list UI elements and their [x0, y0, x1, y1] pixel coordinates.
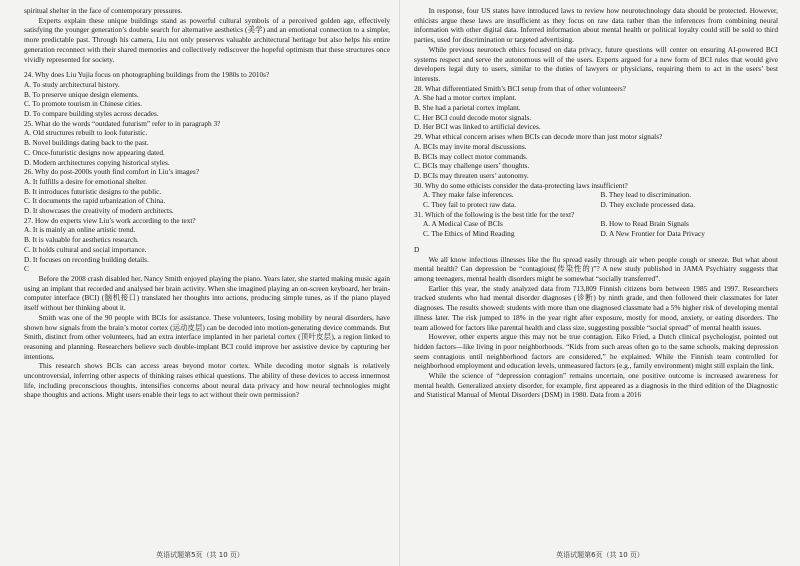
question-25 — [24, 119, 390, 168]
option: A. It is mainly an online artistic trend. — [24, 225, 136, 235]
option: B. Novel buildings dating back to the past. — [24, 138, 149, 148]
option: D. They exclude processed data. — [600, 200, 696, 210]
question-26 — [24, 167, 390, 216]
option: A. It fulfills a desire for emotional shelter. — [24, 176, 147, 186]
option: C. It documents the rapid urbanization of China. — [24, 196, 166, 206]
option: B. She had a parietal cortex implant. — [414, 103, 521, 113]
passage-d-paragraph: Earlier this year, the study analyzed data from 713,809 Finnish citizens born between 1985 and 1997. Researchers tracked students who had mental disorder diagnoses (诊断) by ninth grade, and then followed their classmates for later diagnoses. The results showed: students with more than one diagnosed classmate had a 5% higher risk of developing mental illness later. The risk jumped to 18% in the year right after exposure, mostly for mood, anxiety, or eating disorders. The team allowed for factors like parental health and class size, suggesting possible “social spread” of mental health issues. — [414, 283, 778, 332]
section-heading-d: D — [414, 244, 420, 254]
option: D. To compare building styles across decades. — [24, 109, 159, 119]
option: A. To study architectural history. — [24, 79, 120, 89]
option: B. It introduces futuristic designs to the public. — [24, 186, 162, 196]
section-heading-c: C — [24, 264, 29, 274]
option: B. To preserve unique design elements. — [24, 89, 139, 99]
question-stem: 31. Which of the following is the best title for the text? — [414, 209, 575, 219]
option: A. BCIs may invite moral discussions. — [414, 141, 527, 151]
passage-c-paragraph: This research shows BCIs can access areas beyond motor cortex. While decoding motor signals is relatively uncontroversial, inferring other aspects of thinking raises ethical questions. The ability of these devices to access innermost life, including preconscious thoughts, intensifies concerns about neural data privacy and how neural technologies might shape thoughts and actions. Might users enable their legs to act without their own permission? — [24, 361, 390, 400]
option: C. Her BCI could decode motor signals. — [414, 112, 532, 122]
option: D. It focuses on recording building details. — [24, 254, 149, 264]
option: C. It holds cultural and social importance. — [24, 244, 147, 254]
question-stem: 26. Why do post-2000s youth find comfort in Liu’s images? — [24, 167, 199, 177]
passage-d-paragraph: We all know infectious illnesses like the flu spread easily through air when people cough or sneeze. But what about mental health? Can depression be “contagious(传染性的)”? A new study published in JAMA Psychiatry suggests that among teenagers, mental health disorders might be somewhat “socially transferred”. — [414, 254, 778, 283]
option: B. It is valuable for aesthetics research. — [24, 235, 139, 245]
option: D. Modern architectures copying historical styles. — [24, 157, 170, 167]
passage-c-paragraph: Smith was one of the 90 people with BCIs for assistance. These volunteers, losing mobility by neural disorders, have shown how signals from the brain’s motor cortex (运动皮层) can be decoded into motion-generating device commands. But Smith, distinct from other volunteers, had an extra interface implanted in her parietal cortex (顶叶皮层), a region linked to reasoning and planning. Researchers believe such double-implant BCI could improve her assistive device by capturing her intentions. — [24, 312, 390, 361]
passage-c-paragraph: While previous neurotech ethics focused on data privacy, future questions will center on ensuring AI-powered BCI systems respect and serve the autonomous will of the users. Experts argued for a new form of BCI rules that would give developers legal duty to users, similar to the duties of lawyers or physicians, requiring them to act in the users’ best interests. — [414, 44, 778, 83]
question-28 — [414, 84, 778, 133]
option: C. Once-futuristic designs now appearing dated. — [24, 147, 165, 157]
option: D. BCIs may threaten users’ autonomy. — [414, 170, 529, 180]
option: C. To promote tourism in Chinese cities. — [24, 99, 143, 109]
option: C. BCIs may challenge users’ thoughts. — [414, 161, 530, 171]
option: B. They lead to discrimination. — [600, 190, 692, 200]
question-stem: 29. What ethical concern arises when BCIs can decode more than just motor signals? — [414, 132, 663, 142]
right-page — [400, 0, 800, 566]
option: D. A New Frontier for Data Privacy — [600, 229, 705, 239]
question-stem: 30. Why do some ethicists consider the data-protecting laws insufficient? — [414, 180, 628, 190]
question-27 — [24, 216, 390, 265]
question-stem: 27. How do experts view Liu’s work according to the text? — [24, 215, 196, 225]
option: B. BCIs may collect motor commands. — [414, 151, 528, 161]
option: C. The Ethics of Mind Reading — [423, 229, 515, 239]
option: A. They make false inferences. — [423, 190, 514, 200]
question-stem: 25. What do the words “outdated futurism” refer to in paragraph 3? — [24, 118, 221, 128]
option: D. Her BCI was linked to artificial devices. — [414, 122, 541, 132]
question-29 — [414, 132, 778, 181]
passage-c-paragraph: In response, four US states have introduced laws to review how neurotechnology data should be protected. However, ethicists argue these laws are insufficient as they focus on raw data rather than the inferences from combining neural information with other digital data. Inferred information about mental health or political loyalty could still be sold to third parties, used for discrimination or targeted advertising. — [414, 6, 778, 45]
passage-d-paragraph: However, other experts argue this may not be true contagion. Eiko Fried, a Dutch clinical psychologist, pointed out hidden factors—like living in poor neighborhoods. “Kids from such areas often go to the same schools, making depression seem contagious until neighborhood factors are considered,” he explained. While the Finnish team controlled for neighborhood employment and education levels, unmeasured factors (e.g., family environment) might still explain the link. — [414, 332, 778, 371]
question-31 — [414, 210, 778, 239]
question-stem: 28. What differentiated Smith’s BCI setup from that of other volunteers? — [414, 83, 626, 93]
passage-c-paragraph: Before the 2008 crash disabled her, Nancy Smith enjoyed playing the piano. Years later, she started making music again using an implant that recorded and analysed her brain activity. When she imagined playing an on-screen keyboard, her brain-computer interface (BCI) (脑机接口) translated her thoughts into actions, producing simple tunes, as if the piano played itself without her thinking about it. — [24, 273, 390, 313]
passage-d-paragraph: While the science of “depression contagion” remains uncertain, one positive outcome is increased awareness for mental health. Generalized anxiety disorder, for example, first appeared as a diagnosis in the third edition of the Diagnostic and Statistical Manual of Mental Disorders (DSM) in 1980. Data from a 2016 — [414, 371, 778, 400]
question-30 — [414, 181, 778, 210]
page-footer: 英语试题第5页（共 10 页） — [156, 551, 244, 559]
option: C. They fail to protect raw data. — [423, 200, 517, 210]
option: A. Old structures rebuilt to look futuristic. — [24, 128, 148, 138]
option: A. She had a motor cortex implant. — [414, 93, 517, 103]
question-stem: 24. Why does Liu Yujia focus on photographing buildings from the 1980s to 2010s? — [24, 70, 270, 80]
option: A. A Medical Case of BCIs — [423, 219, 503, 229]
question-24 — [24, 70, 390, 119]
option: D. It showcases the creativity of modern architects. — [24, 206, 174, 216]
intro-fragment: spiritual shelter in the face of contemporary pressures. — [24, 6, 183, 15]
option: B. How to Read Brain Signals — [600, 219, 689, 229]
paragraph-experts: Experts explain these unique buildings stand as powerful cultural symbols of a perceived golden age, effectively satisfying the younger generation’s double search for alternative aesthetics (美学) and an emotional connection to a simpler, more predictable past. Through his camera, Liu not only preserves valuable architectural heritage but also helps his entire generation reconnect with their shared memories and collectively rediscover the hopeful optimism that these structures once vividly represented for society. — [24, 15, 390, 64]
page-footer: 英语试题第6页（共 10 页） — [556, 551, 644, 559]
